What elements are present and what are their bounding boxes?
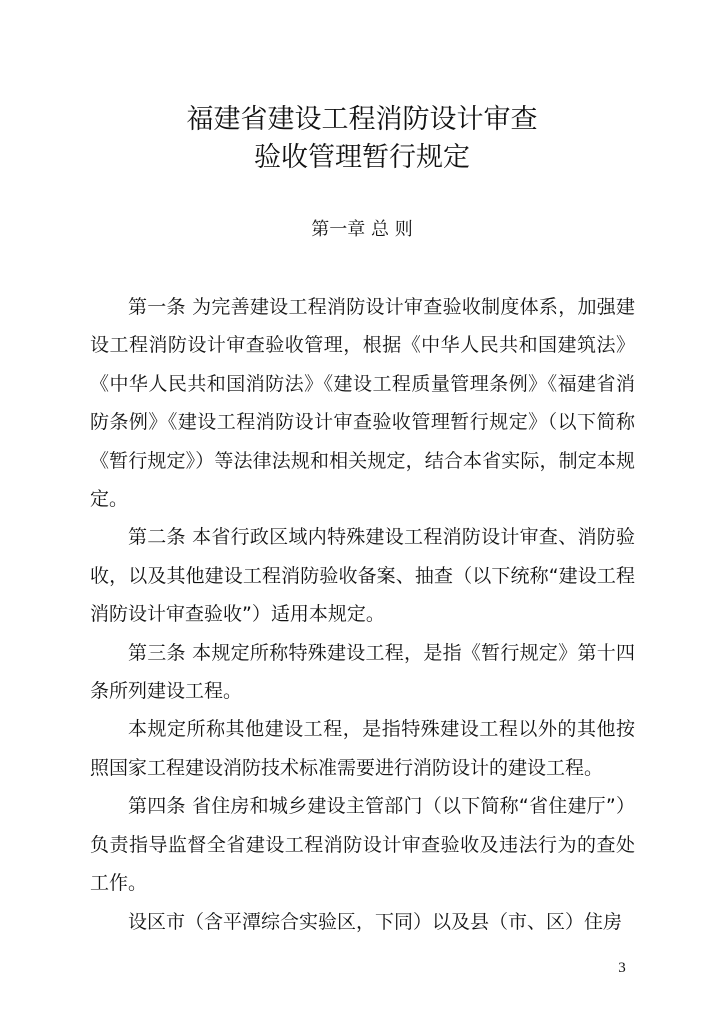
paragraph-article-4-continued: 设区市（含平潭综合实验区，下同）以及县（市、区）住房 [128, 910, 623, 933]
paragraph-article-2: 第二条 本省行政区域内特殊建设工程消防设计审查、消防验收，以及其他建设工程消防验收备案、抽查（以下统称“建设工程消防设计审查验收”）适用本规定。 [90, 526, 635, 626]
chapter-heading: 第一章 总 则 [311, 219, 413, 240]
document-title-line-1: 福建省建设工程消防设计审查 [186, 104, 538, 135]
paragraph-article-3: 第三条 本规定所称特殊建设工程，是指《暂行规定》第十四条所列建设工程。 [90, 641, 635, 703]
paragraph-article-3-continued: 本规定所称其他建设工程，是指特殊建设工程以外的其他按照国家工程建设消防技术标准需要进行消防设计的建设工程。 [90, 718, 635, 779]
body-text [90, 288, 635, 941]
document-title-line-2: 验收管理暂行规定 [254, 142, 470, 173]
page-number: 3 [618, 960, 626, 976]
paragraph-article-1: 第一条 为完善建设工程消防设计审查验收制度体系，加强建设工程消防设计审查验收管理，根据《中华人民共和国建筑法》《中华人民共和国消防法》《建设工程质量管理条例》《福建省消防条例》《建设工程消防设计审查验收管理暂行规定》（以下简称《暂行规定》）等法律法规和相关规定，结合本省实际，制定本规定。 [90, 296, 635, 511]
paragraph-article-4: 第四条 省住房和城乡建设主管部门（以下简称“省住建厅”）负责指导监督全省建设工程消防设计审查验收及违法行为的查处工作。 [90, 795, 635, 895]
